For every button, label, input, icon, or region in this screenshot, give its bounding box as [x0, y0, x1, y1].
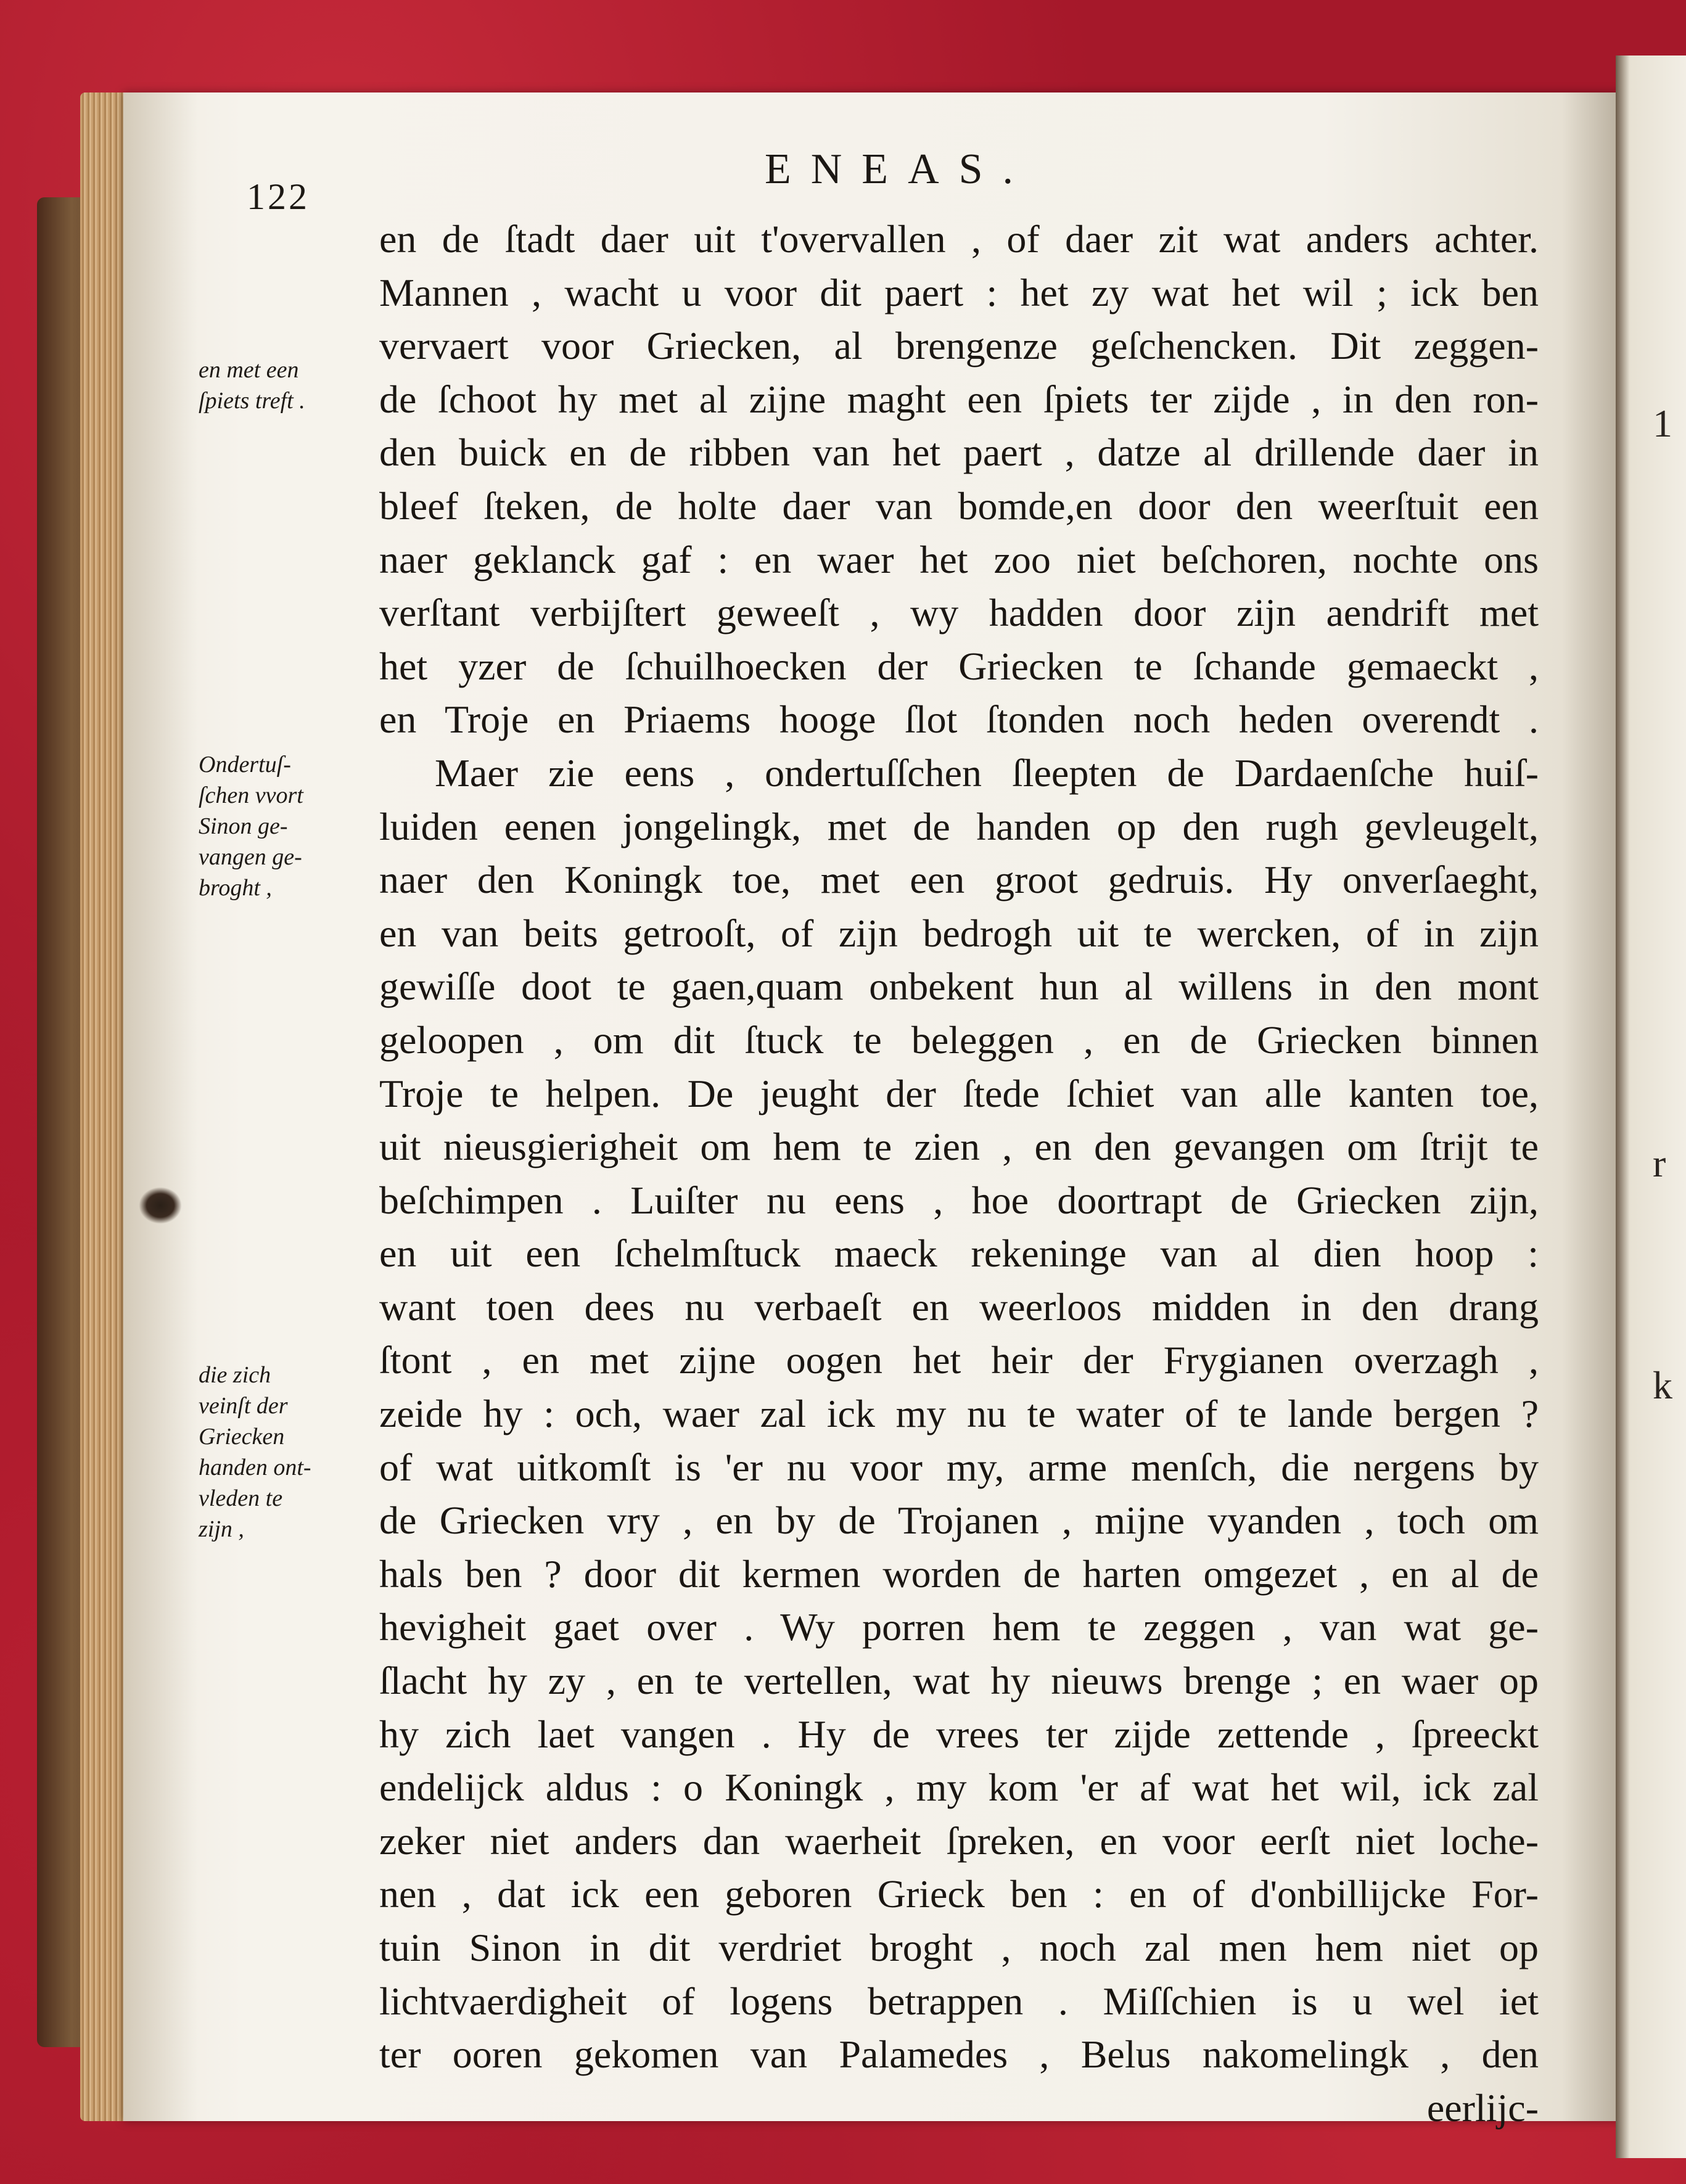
- text-line: gewiſſe doot te gaen,quam onbekent hun al willens in den mont: [379, 964, 1539, 1009]
- text-line: luiden eenen jongelingk, met de handen op den rugh gevleugelt,: [379, 804, 1539, 848]
- margin-note: en met een ſpiets treft .: [199, 357, 305, 414]
- text-line: ſtont , en met zijne oogen het heir der Frygianen overzagh ,: [379, 1338, 1539, 1382]
- text-line: en van beits getrooſt, of zijn bedrogh uit te wercken, of in zijn: [379, 911, 1539, 955]
- text-line: hy zich laet vangen . Hy de vrees ter zijde zettende , ſpreeckt: [379, 1712, 1539, 1756]
- text-line: zeide hy : och, waer zal ick my nu te water of te lande bergen ?: [379, 1392, 1539, 1436]
- page-header: [0, 129, 1686, 222]
- catchword: eerlijc-: [1426, 2085, 1539, 2130]
- page-number: 122: [247, 176, 310, 217]
- text-line: en Troje en Priaems hooge ſlot ſtonden noch heden overendt .: [379, 697, 1539, 742]
- text-line: ter ooren gekomen van Palamedes , Belus nakomelingk , den: [379, 2032, 1539, 2077]
- facing-page-edge: 1 r k: [1616, 55, 1686, 2158]
- text-line: en uit een ſchelmſtuck maeck rekeninge van al dien hoop :: [379, 1231, 1539, 1276]
- text-line: den buick en de ribben van het paert , datze al drillende daer in: [379, 430, 1539, 475]
- text-line: uit nieusgierigheit om hem te zien , en den gevangen om ſtrijt te: [379, 1125, 1539, 1169]
- text-line: hals ben ? door dit kermen worden de harten omgezet , en al de: [379, 1551, 1539, 1596]
- margin-note: Ondertuſ- ſchen vvort Sinon ge- vangen ge- broght ,: [199, 752, 303, 901]
- text-line: nen , dat ick een geboren Grieck ben : en of d'onbillijcke For-: [379, 1872, 1539, 1916]
- text-line: en de ſtadt daer uit t'overvallen , of daer zit wat anders achter.: [379, 217, 1539, 261]
- text-line: Maer zie eens , ondertuſſchen ſleepten de Dardaenſche huiſ-: [435, 750, 1539, 795]
- text-line: het yzer de ſchuilhoecken der Griecken te ſchande gemaeckt ,: [379, 644, 1539, 688]
- text-line: zeker niet anders dan waerheit ſpreken, en voor eerſt niet loche-: [379, 1818, 1539, 1863]
- text-line: vervaert voor Griecken, al brengenze geſchencken. Dit zeggen-: [379, 324, 1539, 368]
- text-line: tuin Sinon in dit verdriet broght , noch zal men hem niet op: [379, 1926, 1539, 1969]
- text-line: de Griecken vry , en by de Trojanen , mijne vyanden , toch om: [379, 1498, 1539, 1543]
- text-line: Mannen , wacht u voor dit paert : het zy wat het wil ; ick ben: [379, 270, 1539, 314]
- running-head: ENEAS.: [765, 146, 1034, 193]
- text-line: bleef ſteken, de holte daer van bomde,en door den weerſtuit een: [379, 483, 1539, 528]
- body-text: [379, 213, 1539, 2135]
- text-line: verſtant verbijſtert geweeſt , wy hadden door zijn aendrift met: [379, 591, 1539, 635]
- text-line: hevigheit gaet over . Wy porren hem te zeggen , van wat ge-: [379, 1605, 1539, 1649]
- text-line: Troje te helpen. De jeught der ſtede ſchiet van alle kanten toe,: [379, 1071, 1539, 1115]
- margin-note: die zich veinſt der Griecken handen ont- vleden te zijn ,: [199, 1362, 311, 1542]
- text-line: naer geklanck gaf : en waer het zoo niet beſchoren, nochte ons: [379, 537, 1539, 581]
- text-line: lichtvaerdigheit of logens betrappen . Miſſchien is u wel iet: [379, 1979, 1539, 2023]
- text-line: want toen dees nu verbaeſt en weerloos midden in den drang: [379, 1284, 1539, 1329]
- text-line: beſchimpen . Luiſter nu eens , hoe doortrapt de Griecken zijn,: [379, 1178, 1539, 1222]
- text-line: naer den Koningk toe, met een groot gedruis. Hy onverſaeght,: [379, 858, 1539, 902]
- text-line: geloopen , om dit ſtuck te beleggen , en de Griecken binnen: [379, 1017, 1539, 1062]
- text-line: endelijck aldus : o Koningk , my kom 'er af wat het wil, ick zal: [379, 1765, 1539, 1810]
- ink-stain: [139, 1187, 182, 1224]
- text-line: ſlacht hy zy , en te vertellen, wat hy nieuws brenge ; en waer op: [379, 1659, 1539, 1703]
- text-line: de ſchoot hy met al zijne maght een ſpiets ter zijde , in den ron-: [379, 377, 1539, 421]
- text-line: of wat uitkomſt is 'er nu voor my, arme menſch, die nergens by: [379, 1445, 1539, 1489]
